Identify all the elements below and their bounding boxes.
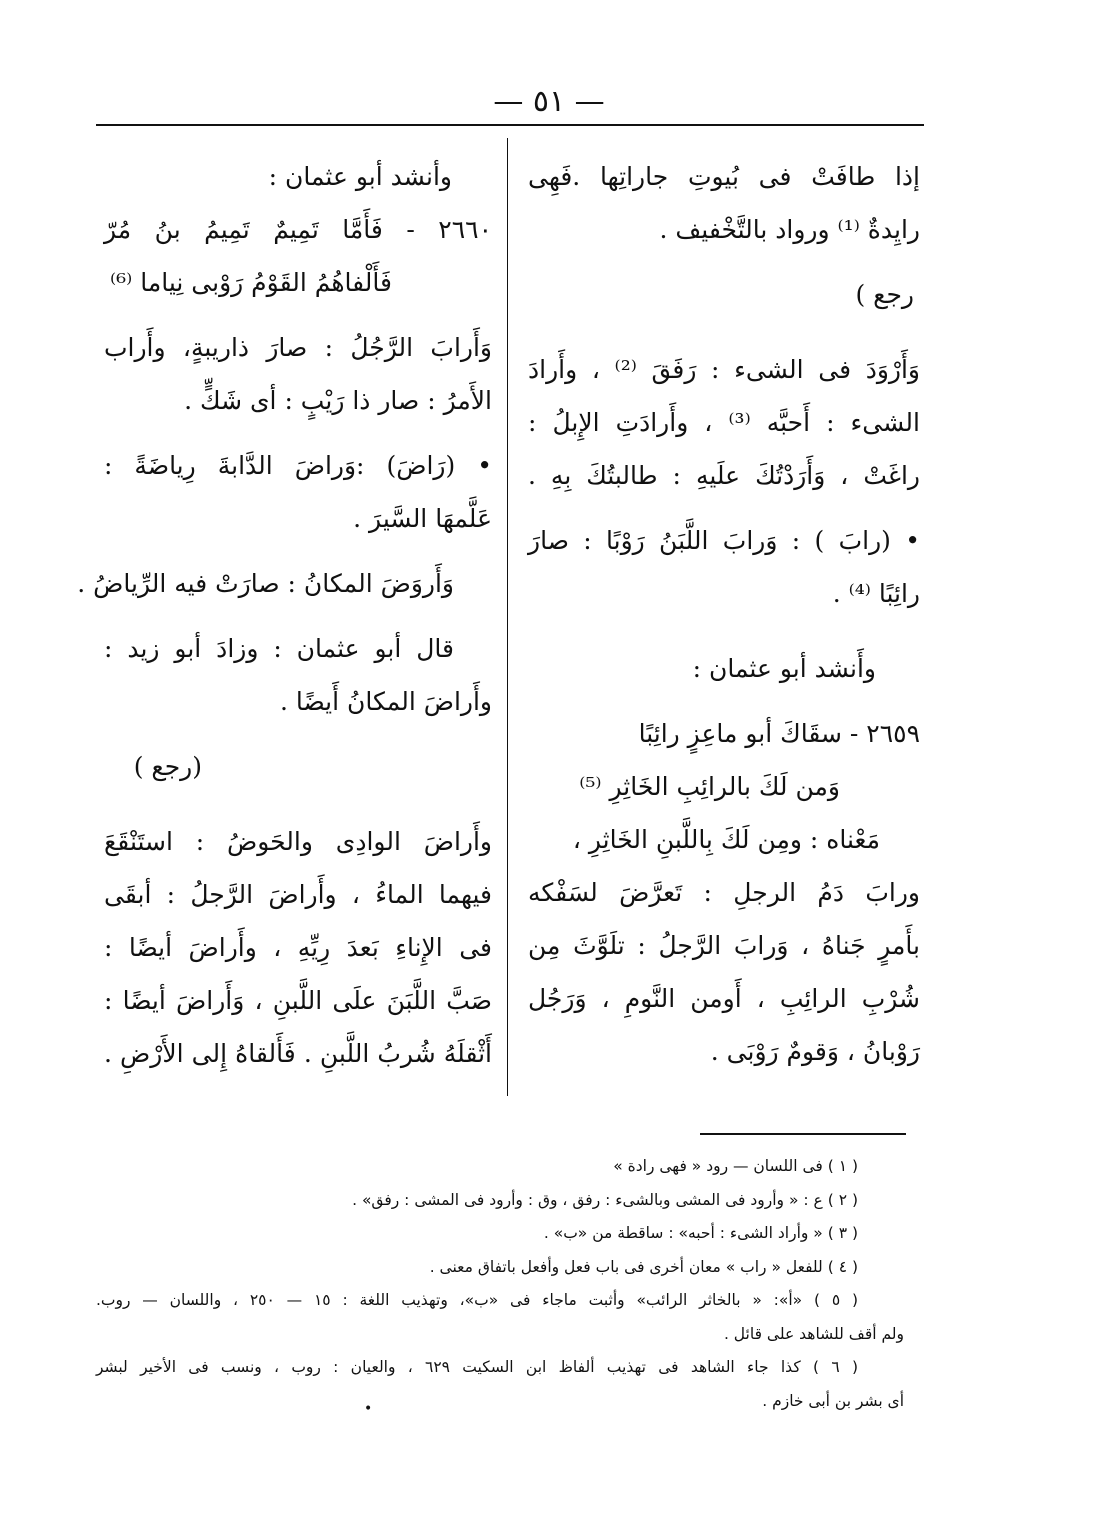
text-line: وَأَرْوَدَ فى الشىء : رَفَقَ ⁽²⁾ ، وأَرادَ	[528, 355, 920, 384]
text-line: وأنشد أبو عثمان :	[268, 162, 452, 191]
text-line: مَعْناه : ومِن لَكَ بِاللَّبنِ الخَاثِرِ ،	[572, 825, 880, 854]
verse-line: ٢٦٥٩ - سقَاكَ أبو ماعِزٍ رائِبًا	[638, 719, 920, 748]
footnote: ( ٤ ) للفعل « راب » معان أخرى فى باب فعل وأفعل باتفاق معنى .	[429, 1257, 858, 1276]
verse-line: وَمن لَكَ بالرائِبِ الخَاثِرِ ⁽⁵⁾	[579, 772, 840, 801]
footnote: ( ٣ ) « وأراد الشىء : أحبه» : ساقطة من «ب» .	[543, 1224, 858, 1242]
text-line: شُرْبِ الرائِبِ ، أَومن النَّومِ ، وَرَجُل	[528, 984, 920, 1013]
column-divider	[507, 138, 508, 1096]
section-marker: رجع )	[855, 280, 914, 309]
text-line: بأَمرٍ جَناهُ ، وَرابَ الرَّجلُ : تلَوَّثَ مِن	[528, 931, 920, 960]
footnote: ( ١ ) فى اللسان — رود « فهى رادة »	[613, 1157, 858, 1175]
verse-line: ٢٦٦٠ - فَأَمَّا تَمِيمٌ تَمِيمُ بنُ مُرّ	[104, 215, 492, 244]
verse-line: فَأَلْفاهُمُ القَوْمُ رَوْبى نِياما ⁽⁶⁾	[109, 268, 392, 297]
text-line: وأَنشد أبو عثمان :	[692, 654, 876, 683]
text-line: وَأَروَضَ المكانُ : صارَتْ فيه الرِّياضُ .	[77, 569, 454, 598]
text-line: فى الإِناءِ بَعدَ رِيِّهِ ، وأَراضَ أيضًا :	[104, 933, 492, 962]
text-line: وَأَرابَ الرَّجُلُ : صارَ ذاريبةٍ، وأَراب	[104, 333, 492, 362]
text-line: رايِدةٌ ⁽¹⁾ ورواد بالتَّخْفيف .	[659, 215, 920, 244]
text-line: صَبَّ اللَّبَنَ علَى اللَّبنِ ، وَأَراضَ أيضًا :	[104, 986, 492, 1015]
page-number: — ٥١ —	[493, 84, 605, 119]
header-rule	[96, 124, 924, 126]
left-column	[77, 150, 492, 1080]
text-line: قال أبو عثمان : وزادَ أبو زيد :	[104, 634, 454, 663]
footnote-rule	[700, 1133, 906, 1135]
text-line: الأَمرُ : صار ذا رَيْبٍ : أى شَكٍّ .	[184, 386, 492, 415]
footnote-continuation: ولم أقف للشاهد على قائل .	[723, 1324, 904, 1343]
right-column	[528, 150, 920, 1078]
text-line: وأَراضَ الوادِى والحَوضُ : استَنْقَعَ	[104, 827, 492, 856]
print-mark-icon: •	[364, 1401, 373, 1417]
footnote: ( ٥ ) «أ»: « بالخاثر الرائب» وأثبت ماجاء فى «ب»، وتهذيب اللغة : ١٥ — ٢٥٠ ، واللسان — روب.	[96, 1291, 859, 1309]
footnote: ( ٢ ) ع : « وأرود فى المشى وبالشىء : رفق ، وق : وأرود فى المشى : رفق» .	[352, 1190, 858, 1209]
text-line: أَثْقلَهُ شُربُ اللَّبنِ . فَأَلقاهُ إِلى الأَرْضِ .	[104, 1039, 492, 1068]
text-line: فيهما الماءُ ، وأَراضَ الرَّجلُ : أبقَى	[104, 880, 492, 909]
text-line: الشىء : أَحبَّه ⁽³⁾ ، وأَرادَتِ الإِبلُ :	[528, 408, 920, 437]
text-line: عَلَّمهَا السَّيرَ .	[353, 504, 492, 533]
section-marker: (رجع )	[133, 752, 202, 781]
text-line: إذا طافَتْ فى بُيوتِ جاراتِها .فَهِى	[528, 162, 920, 191]
text-line: وأَراضَ المكانُ أَيضًا .	[279, 687, 492, 716]
entry-heading: • (رَاضَ) :وَراضَ الدَّابةَ رِياضَةً :	[104, 451, 492, 480]
text-line: ورابَ دَمُ الرجلِ : تَعرَّضَ لسَفْكه	[528, 878, 920, 907]
footnote: ( ٦ ) كذا جاء الشاهد فى تهذيب ألفاظ ابن السكيت ٦٢٩ ، والعيان : روب ، ونسب فى الأخير لبشر	[96, 1358, 858, 1376]
text-line: راغَتْ ، وَأَرَدْتُكَ علَيهِ : طالبتُكَ بِهِ .	[528, 461, 920, 490]
text-line: رائِبًا ⁽⁴⁾ .	[832, 579, 920, 608]
entry-heading: • (رابَ ) : وَرابَ اللَّبَنُ رَوْبًا : صارَ	[528, 526, 920, 555]
text-line: رَوْبانُ ، وَقومٌ رَوْبَى .	[710, 1037, 920, 1066]
footnote-continuation: أى بشر بن أبى خازم .	[762, 1391, 904, 1410]
footnotes	[96, 1150, 904, 1418]
